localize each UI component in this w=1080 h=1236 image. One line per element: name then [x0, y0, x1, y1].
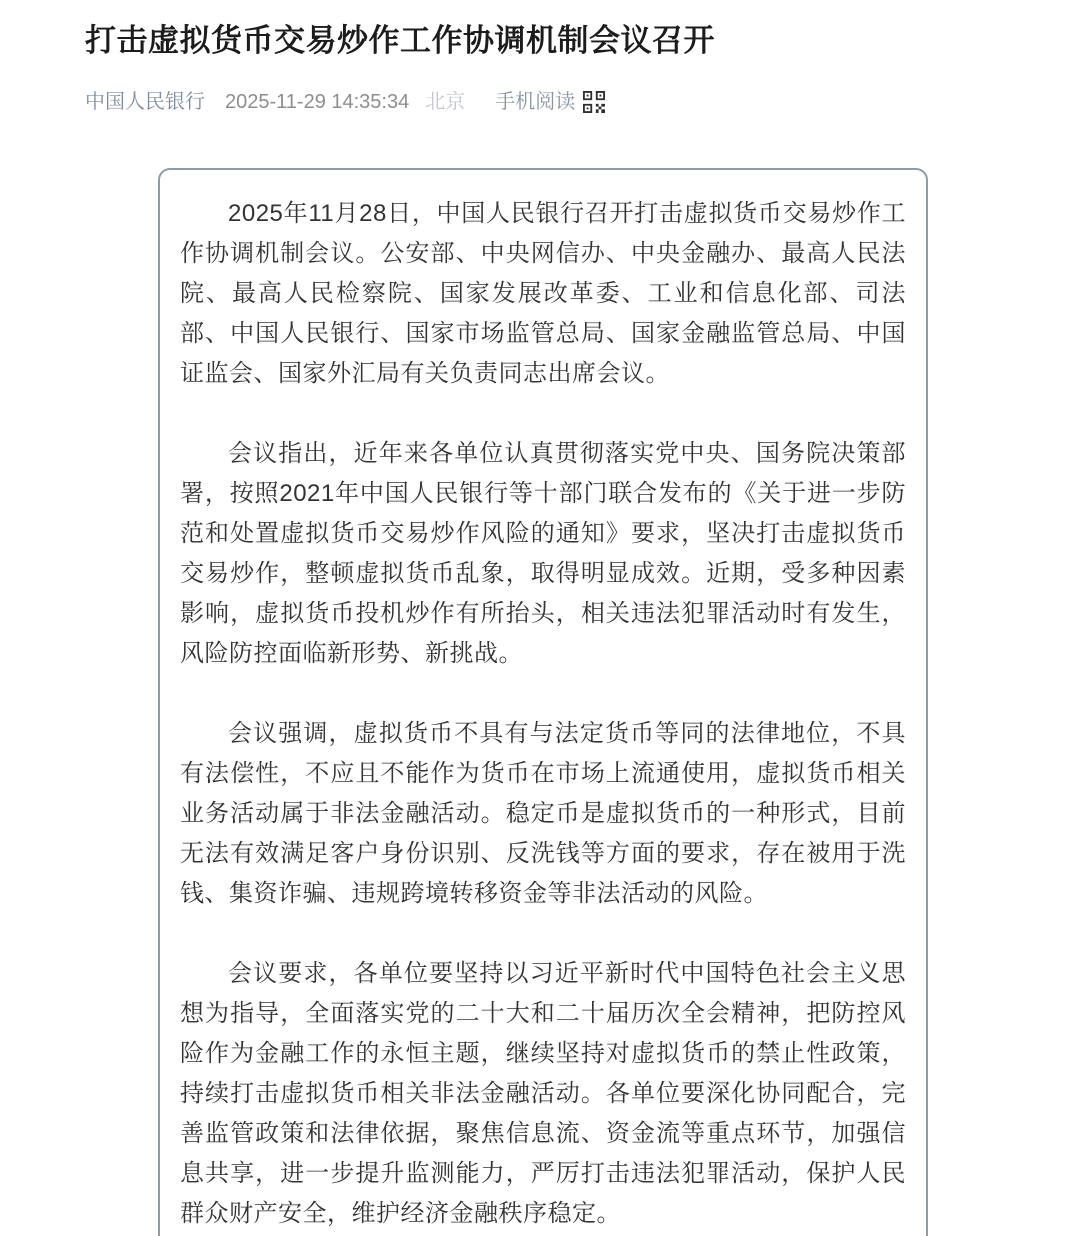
- article-content-box: [158, 168, 928, 1236]
- publish-datetime: 2025-11-29 14:35:34: [225, 91, 410, 113]
- paragraph-3: 会议强调，虚拟货币不具有与法定货币等同的法律地位，不具有法偿性，不应且不能作为货币在市场上流通使用，虚拟货币相关业务活动属于非法金融活动。稳定币是虚拟货币的一种形式，目前无法有效满足客户身份识别、反洗钱等方面的要求，存在被用于洗钱、集资诈骗、违规跨境转移资金等非法活动的风险。: [180, 720, 906, 907]
- paragraph-1: 2025年11月28日，中国人民银行召开打击虚拟货币交易炒作工作协调机制会议。公安部、中央网信办、中央金融办、最高人民法院、最高人民检察院、国家发展改革委、工业和信息化部、司法部、中国人民银行、国家市场监管总局、国家金融监管总局、中国证监会、国家外汇局有关负责同志出席会议。: [180, 200, 906, 387]
- publish-location: 北京: [425, 91, 466, 113]
- qr-code-icon[interactable]: [583, 91, 605, 113]
- article-title: 打击虚拟货币交易炒作工作协调机制会议召开: [85, 23, 715, 58]
- paragraph-2: 会议指出，近年来各单位认真贯彻落实党中央、国务院决策部署，按照2021年中国人民银行等十部门联合发布的《关于进一步防范和处置虚拟货币交易炒作风险的通知》要求，坚决打击虚拟货币交易炒作，整顿虚拟货币乱象，取得明显成效。近期，受多种因素影响，虚拟货币投机炒作有所抬头，相关违法犯罪活动时有发生，风险防控面临新形势、新挑战。: [180, 440, 906, 667]
- paragraph-4: 会议要求，各单位要坚持以习近平新时代中国特色社会主义思想为指导，全面落实党的二十大和二十届历次全会精神，把防控风险作为金融工作的永恒主题，继续坚持对虚拟货币的禁止性政策，持续打击虚拟货币相关非法金融活动。各单位要深化协同配合，完善监管政策和法律依据，聚焦信息流、资金流等重点环节，加强信息共享，进一步提升监测能力，严厉打击违法犯罪活动，保护人民群众财产安全，维护经济金融秩序稳定。: [180, 960, 906, 1227]
- mobile-read-link[interactable]: 手机阅读: [495, 91, 576, 113]
- byline: [85, 88, 1080, 116]
- source-name[interactable]: 中国人民银行: [85, 91, 205, 113]
